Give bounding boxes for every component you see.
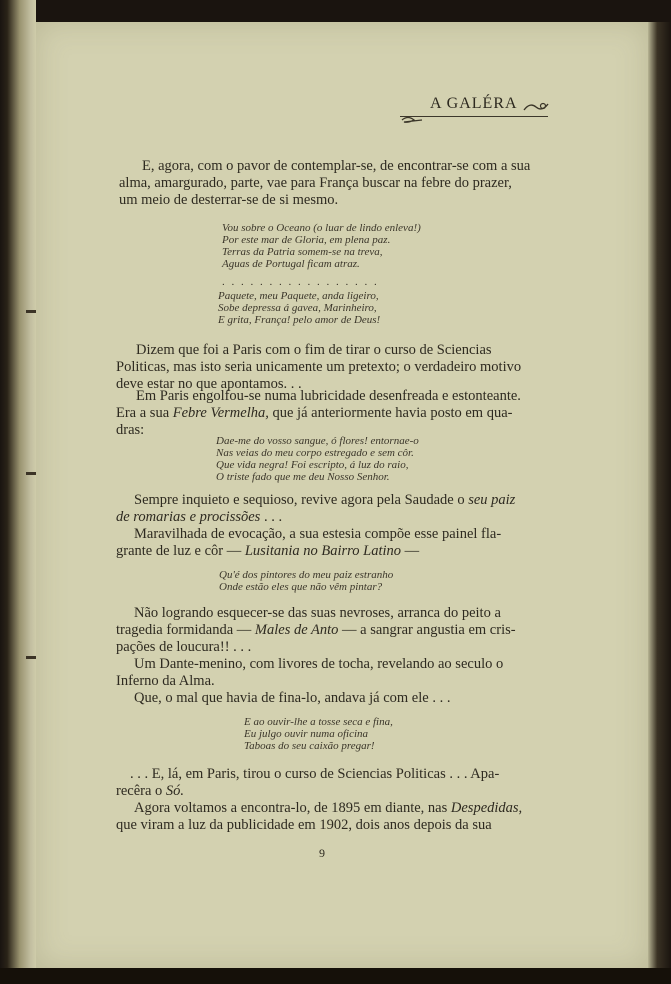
verse-line: Paquete, meu Paquete, anda ligeiro, xyxy=(218,290,379,302)
verse-line: Vou sobre o Oceano (o luar de lindo enleva!) xyxy=(222,222,421,234)
ornament-icon xyxy=(522,98,550,114)
text-line: . . . E, lá, em Paris, tirou o curso de Sciencias Politicas . . . Apa- xyxy=(130,766,500,782)
verse-line: Terras da Patria somem-se na treva, xyxy=(222,246,383,258)
verse-ellipsis: . . . . . . . . . . . . . . . . . xyxy=(222,276,379,288)
text-line: um meio de desterrar-se de si mesmo. xyxy=(119,192,339,208)
text-line: deve estar no que apontamos. . . xyxy=(116,376,302,392)
text-line: Dizem que foi a Paris com o fim de tirar o curso de Sciencias xyxy=(136,342,492,358)
verse-line: Eu julgo ouvir numa oficina xyxy=(244,728,369,740)
verse-line: Sobe depressa á gavea, Marinheiro, xyxy=(218,302,377,314)
text-line: pações de loucura!! . . . xyxy=(116,639,252,655)
text-line: recêra o Só. xyxy=(116,783,185,799)
text-line: Agora voltamos a encontra-lo, de 1895 em diante, nas Despedidas, xyxy=(134,800,523,816)
text-line: Era a sua Febre Vermelha, que já anteriormente havia posto em qua- xyxy=(116,405,513,421)
verse-line: Qu'é dos pintores do meu paiz estranho xyxy=(219,569,394,581)
verse-line: E grita, França! pelo amor de Deus! xyxy=(218,314,381,326)
scan-border xyxy=(0,968,671,984)
page-number: 9 xyxy=(319,846,325,860)
verse-line: Taboas do seu caixão pregar! xyxy=(244,740,375,752)
running-header: A GALÉRA xyxy=(430,95,518,112)
page-edge xyxy=(648,22,671,968)
text-line: alma, amargurado, parte, vae para França buscar na febre do prazer, xyxy=(119,175,512,191)
verse-line: Onde estão eles que não vêm pintar? xyxy=(219,581,383,593)
text-line: Que, o mal que havia de fina-lo, andava já com ele . . . xyxy=(134,690,451,706)
verse-line: Nas veias do meu corpo estregado e sem côr. xyxy=(216,447,414,459)
text-line: de romarias e procissões . . . xyxy=(116,509,283,525)
verse-line: E ao ouvir-lhe a tosse seca e fina, xyxy=(244,716,393,728)
text-line: grante de luz e côr — Lusitania no Bairro Latino — xyxy=(116,543,420,559)
verse-line: Por este mar de Gloria, em plena paz. xyxy=(222,234,391,246)
text-line: que viram a luz da publicidade em 1902, dois anos depois da sua xyxy=(116,817,492,833)
verse-line: Aguas de Portugal ficam atraz. xyxy=(222,258,360,270)
text-line: tragedia formidanda — Males de Anto — a sangrar angustia em cris- xyxy=(116,622,516,638)
text-line: E, agora, com o pavor de contemplar-se, de encontrar-se com a sua xyxy=(142,158,531,174)
text-line: Maravilhada de evocação, a sua estesia compõe esse painel fla- xyxy=(134,526,502,542)
text-line: Sempre inquieto e sequioso, revive agora pela Saudade o seu paiz xyxy=(134,492,516,508)
text-line: Em Paris engolfou-se numa lubricidade desenfreada e estonteante. xyxy=(136,388,521,404)
verse-line: Que vida negra! Foi escripto, á luz do raio, xyxy=(216,459,409,471)
book-spine xyxy=(0,0,36,984)
text-line: dras: xyxy=(116,422,145,438)
ornament-icon xyxy=(400,114,426,126)
text-line: Inferno da Alma. xyxy=(116,673,215,689)
text-line: Não logrando esquecer-se das suas nevroses, arranca do peito a xyxy=(134,605,501,621)
verse-line: Dae-me do vosso sangue, ó flores! entornae-o xyxy=(216,435,419,447)
text-line: Um Dante-menino, com livores de tocha, revelando ao seculo o xyxy=(134,656,504,672)
verse-line: O triste fado que me deu Nosso Senhor. xyxy=(216,471,390,483)
text-line: Politicas, mas isto seria unicamente um pretexto; o verdadeiro motivo xyxy=(116,359,522,375)
